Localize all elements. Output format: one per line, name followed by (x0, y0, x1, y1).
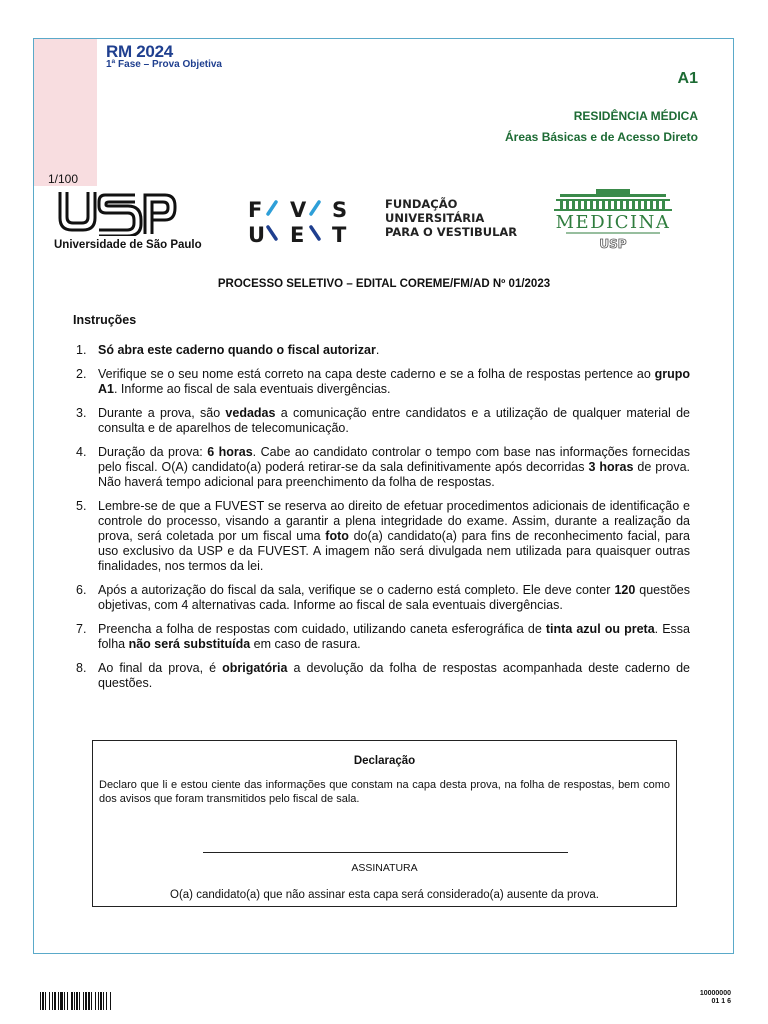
svg-text:E: E (290, 223, 305, 247)
exam-subtitle: 1ª Fase – Prova Objetiva (106, 59, 222, 70)
instruction-text: Preencha a folha de respostas com cuidado, utilizando caneta esferográfica de tinta azul ou preta. Essa folha não será substituída em caso de rasura. (98, 622, 690, 651)
instruction-number: 5. (76, 499, 87, 513)
header-accent (34, 39, 97, 186)
usp-caption: Universidade de São Paulo (54, 239, 202, 251)
usp-logo (57, 190, 177, 241)
instruction-number: 7. (76, 622, 87, 636)
instruction-item (76, 445, 690, 490)
instruction-text: Ao final da prova, é obrigatória a devolução da folha de respostas acompanhada deste caderno de questões. (98, 661, 690, 690)
fuvest-line-3: PARA O VESTIBULAR (385, 225, 518, 239)
page-number: 1/100 (48, 172, 79, 186)
instruction-text: Verifique se o seu nome está correto na capa deste caderno e se a folha de respostas pertence ao grupo A1. Informe ao fiscal de sala eventuais divergências. (98, 367, 690, 396)
document-code-main: 10000000 (699, 990, 731, 997)
area-title: RESIDÊNCIA MÉDICA (573, 109, 698, 123)
exam-title: RM 2024 (106, 42, 173, 61)
instruction-item (76, 367, 690, 397)
instruction-item (76, 583, 690, 613)
subarea-title: Áreas Básicas e de Acesso Direto (505, 130, 698, 144)
svg-text:T: T (332, 223, 347, 247)
instruction-text: Só abra este caderno quando o fiscal autorizar. (98, 343, 380, 357)
document-code-sub: 01 1 6 (711, 998, 731, 1005)
fuvest-line-1: FUNDAÇÃO (385, 197, 458, 211)
declaration-title: Declaração (353, 755, 416, 767)
document-code (700, 990, 731, 1006)
instruction-text: Duração da prova: 6 horas. Cabe ao candidato controlar o tempo com base nas informações fornecidas pelo fiscal. O(A) candidato(a) poderá retirar-se da sala definitivamente após decorridas 3 horas de prova. Não haverá tempo adicional para preenchimento da folha de respostas. (98, 445, 691, 489)
barcode (40, 992, 150, 1015)
instruction-item (76, 622, 690, 652)
instruction-number: 8. (76, 661, 87, 675)
instruction-number: 3. (76, 406, 87, 420)
instruction-text: Lembre-se de que a FUVEST se reserva ao direito de efetuar procedimentos adicionais de identificação e controle do processo, visando a garantir a plena integridade do exame. Assim, durante a realização da prova, será coletada por um fiscal uma foto do(a) candidato(a) para fins de reconhecimento facial, para uso exclusivo da USP e da FUVEST. A imagem não será divulgada nem utilizada para quaisquer outras finalidades, nos termos da lei. (98, 499, 690, 573)
medicina-text: MEDICINA (555, 212, 671, 233)
instruction-text: Durante a prova, são vedadas a comunicação entre candidatos e a utilização de qualquer material de consulta e de aparelhos de telecomunicação. (98, 406, 690, 435)
instruction-number: 6. (76, 583, 87, 597)
instructions-title: Instruções (73, 313, 137, 327)
instruction-item (76, 661, 690, 691)
signature-line[interactable] (203, 852, 568, 853)
group-code: A1 (677, 70, 698, 87)
signature-label: ASSINATURA (351, 862, 418, 874)
instruction-number: 4. (76, 445, 87, 459)
medicina-logo (546, 188, 681, 259)
instruction-item (76, 406, 690, 436)
fuvest-line-2: UNIVERSITÁRIA (385, 211, 485, 225)
process-title: PROCESSO SELETIVO – EDITAL COREME/FM/AD Nº 01/2023 (217, 278, 551, 290)
medicina-usp-text: USP (599, 237, 627, 251)
instruction-text: Após a autorização do fiscal da sala, verifique se o caderno está completo. Ele deve conter 120 questões objetivas, com 4 alternativas cada. Informe ao fiscal de sala eventuais divergências. (98, 583, 690, 612)
instructions-list (76, 343, 690, 700)
svg-text:V: V (290, 198, 307, 222)
declaration-box (92, 740, 677, 907)
fuvest-logo (248, 197, 518, 252)
instruction-item (76, 499, 690, 574)
svg-text:U: U (248, 223, 266, 247)
instruction-number: 2. (76, 367, 87, 381)
instruction-item (76, 343, 690, 358)
absence-notice: O(a) candidato(a) que não assinar esta capa será considerado(a) ausente da prova. (170, 889, 599, 901)
instruction-number: 1. (76, 343, 87, 357)
svg-text:S: S (332, 198, 348, 222)
declaration-text: Declaro que li e estou ciente das informações que constam na capa desta prova, na folha de respostas, bem como dos avisos que foram transmitidos pelo fiscal de sala. (99, 779, 670, 805)
svg-text:F: F (248, 198, 263, 222)
